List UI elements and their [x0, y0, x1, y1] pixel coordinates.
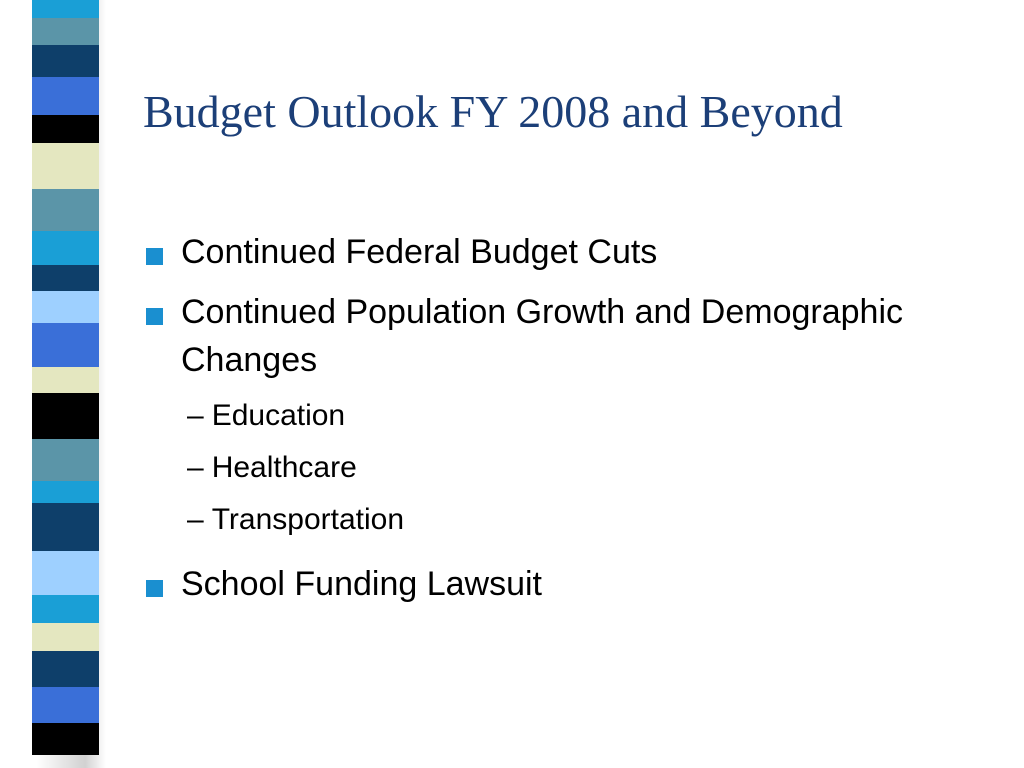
dash-marker: – — [187, 399, 204, 432]
bullet-text: School Funding Lawsuit — [181, 565, 543, 603]
sidebar-stripe — [32, 77, 99, 115]
dash-marker: – — [187, 503, 204, 536]
bullet-list — [143, 228, 983, 620]
sub-item-text: Education — [211, 399, 346, 432]
slide-title: Budget Outlook FY 2008 and Beyond — [143, 86, 843, 137]
square-bullet-icon — [146, 248, 163, 265]
stripe-column — [32, 0, 99, 768]
sub-list — [181, 390, 983, 546]
sidebar-stripe — [32, 0, 99, 18]
sidebar-stripe — [32, 45, 99, 77]
bullet-text: Continued Population Growth and Demographic Changes — [181, 293, 904, 379]
bullet-item — [143, 228, 983, 276]
sub-item — [187, 494, 983, 546]
sidebar-stripe — [32, 231, 99, 265]
bullet-text: Continued Federal Budget Cuts — [181, 233, 658, 271]
sub-item — [187, 390, 983, 442]
dash-marker: – — [187, 451, 204, 484]
sub-item-text: Healthcare — [211, 451, 357, 484]
sidebar-stripe — [32, 687, 99, 723]
sidebar-stripe — [32, 189, 99, 231]
sidebar-stripe — [32, 503, 99, 551]
sub-item — [187, 442, 983, 494]
sub-item-text: Transportation — [211, 503, 405, 536]
sidebar-stripe — [32, 291, 99, 323]
sidebar-stripe — [32, 323, 99, 367]
striped-sidebar-icon — [0, 0, 120, 768]
bullet-item — [143, 288, 983, 546]
sidebar-stripe — [32, 265, 99, 291]
square-bullet-icon — [146, 308, 163, 325]
sidebar-stripe — [32, 439, 99, 481]
sidebar-stripe — [32, 115, 99, 143]
sidebar-stripe — [32, 723, 99, 755]
square-bullet-icon — [146, 580, 163, 597]
bullet-item — [143, 560, 983, 608]
sidebar-stripe — [32, 623, 99, 651]
sidebar-stripe — [32, 481, 99, 503]
sidebar-stripe — [32, 18, 99, 45]
sidebar-stripe — [32, 393, 99, 439]
sidebar-stripe — [32, 143, 99, 189]
sidebar-stripe — [32, 367, 99, 393]
sidebar-stripe — [32, 651, 99, 687]
sidebar-stripe — [32, 551, 99, 595]
sidebar-stripe — [32, 595, 99, 623]
